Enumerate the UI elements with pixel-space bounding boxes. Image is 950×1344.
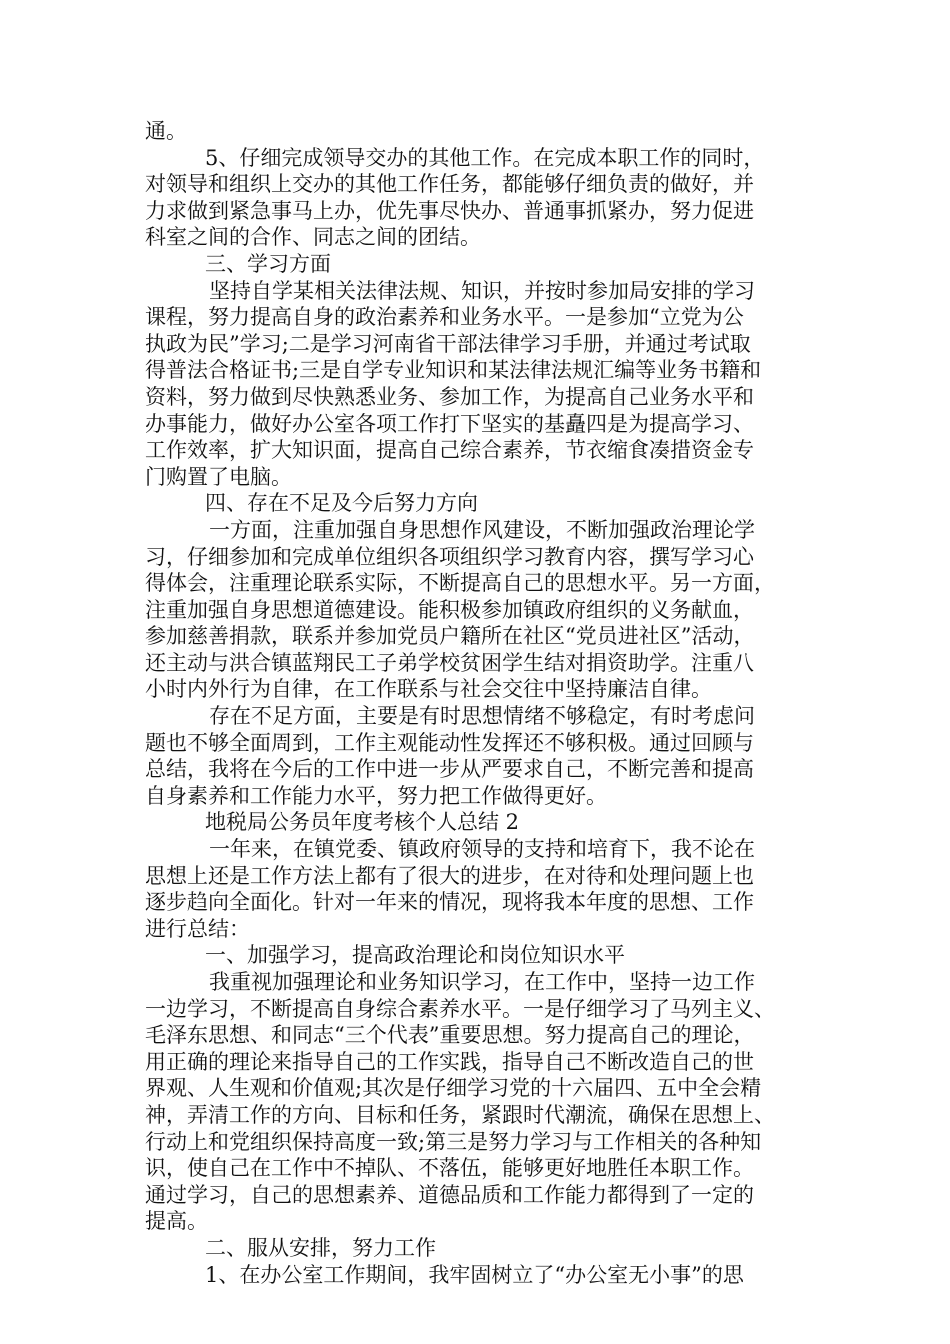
text-line: 对领导和组织上交办的其他工作任务，都能够仔细负责的做好，并 xyxy=(145,172,754,197)
text-line: 识，使自己在工作中不掉队、不落伍，能够更好地胜任本职工作。 xyxy=(145,1156,754,1181)
text-line: 得体会，注重理论联系实际，不断提高自己的思想水平。另一方面， xyxy=(145,571,775,596)
document-body xyxy=(145,118,807,1288)
text-line: 坚持自学某相关法律法规、知识，并按时参加局安排的学习 xyxy=(209,278,755,303)
text-line: 通。 xyxy=(145,119,187,143)
text-line: 逐步趋向全面化。针对一年来的情况，现将我本年度的思想、工作 xyxy=(145,890,754,915)
text-line: 提高。 xyxy=(145,1209,208,1234)
text-line: 四、存在不足及今后努力方向 xyxy=(205,491,478,516)
text-line: 自身素养和工作能力水平，努力把工作做得更好。 xyxy=(145,783,607,808)
text-line: 一、加强学习，提高政治理论和岗位知识水平 xyxy=(205,943,625,968)
text-line: 小时内外行为自律，在工作联系与社会交往中坚持廉洁自律。 xyxy=(145,677,712,702)
text-line: 资料，努力做到尽快熟悉业务、参加工作，为提高自己业务水平和 xyxy=(145,384,754,409)
text-line: 科室之间的合作、同志之间的团结。 xyxy=(145,225,481,250)
text-line: 课程，努力提高自身的政治素养和业务水平。一是参加“立党为公 xyxy=(145,305,744,330)
text-line: 行动上和党组织保持高度一致;第三是努力学习与工作相关的各种知 xyxy=(145,1129,762,1154)
text-line: 界观、人生观和价值观;其次是仔细学习党的十六届四、五中全会精 xyxy=(145,1076,762,1101)
text-line: 思想上还是工作方法上都有了很大的进步，在对待和处理问题上也 xyxy=(145,863,754,888)
text-line: 得普法合格证书;三是自学专业知识和某法律法规汇编等业务书籍和 xyxy=(145,358,762,383)
text-line: 毛泽东思想、和同志“三个代表”重要思想。努力提高自己的理论， xyxy=(145,1023,755,1048)
text-line: 用正确的理论来指导自己的工作实践，指导自己不断改造自己的世 xyxy=(145,1049,754,1074)
text-line: 总结，我将在今后的工作中进一步从严要求自己，不断完善和提高 xyxy=(145,757,754,782)
text-line: 门购置了电脑。 xyxy=(145,464,292,489)
text-line: 5、仔细完成领导交办的其他工作。在完成本职工作的同时， xyxy=(205,145,765,170)
text-line: 地税局公务员年度考核个人总结 2 xyxy=(205,810,520,835)
text-line: 习，仔细参加和完成单位组织各项组织学习教育内容，撰写学习心 xyxy=(145,544,754,569)
text-line: 进行总结： xyxy=(145,916,250,941)
text-line: 通过学习，自己的思想素养、道德品质和工作能力都得到了一定的 xyxy=(145,1182,754,1207)
text-line: 办事能力，做好办公室各项工作打下坚实的基矗四是为提高学习、 xyxy=(145,411,754,436)
text-line: 存在不足方面，主要是有时思想情绪不够稳定，有时考虑问 xyxy=(209,704,755,729)
text-line: 还主动与洪合镇蓝翔民工子弟学校贫困学生结对捐资助学。注重八 xyxy=(145,650,754,675)
text-line: 1、在办公室工作期间，我牢固树立了“办公室无小事”的思 xyxy=(205,1262,744,1287)
text-line: 神，弄清工作的方向、目标和任务，紧跟时代潮流，确保在思想上、 xyxy=(145,1102,775,1127)
text-line: 一年来，在镇党委、镇政府领导的支持和培育下，我不论在 xyxy=(209,837,755,862)
text-line: 执政为民”学习;二是学习河南省干部法律学习手册，并通过考试取 xyxy=(145,331,751,356)
text-line: 一边学习，不断提高自身综合素养水平。一是仔细学习了马列主义、 xyxy=(145,996,775,1021)
text-line: 一方面，注重加强自身思想作风建设，不断加强政治理论学 xyxy=(209,517,755,542)
text-line: 力求做到紧急事马上办，优先事尽快办、普通事抓紧办，努力促进 xyxy=(145,198,754,223)
text-line: 参加慈善捐款，联系并参加党员户籍所在社区“党员进社区”活动， xyxy=(145,624,755,649)
text-line: 我重视加强理论和业务知识学习，在工作中，坚持一边工作 xyxy=(209,970,755,994)
text-line: 题也不够全面周到，工作主观能动性发挥还不够积极。通过回顾与 xyxy=(145,730,754,755)
text-line: 注重加强自身思想道德建设。能积极参加镇政府组织的义务献血， xyxy=(145,597,754,622)
text-line: 三、学习方面 xyxy=(205,251,331,276)
text-line: 二、服从安排，努力工作 xyxy=(205,1235,436,1260)
text-line: 工作效率，扩大知识面，提高自己综合素养，节衣缩食凑措资金专 xyxy=(145,438,754,463)
